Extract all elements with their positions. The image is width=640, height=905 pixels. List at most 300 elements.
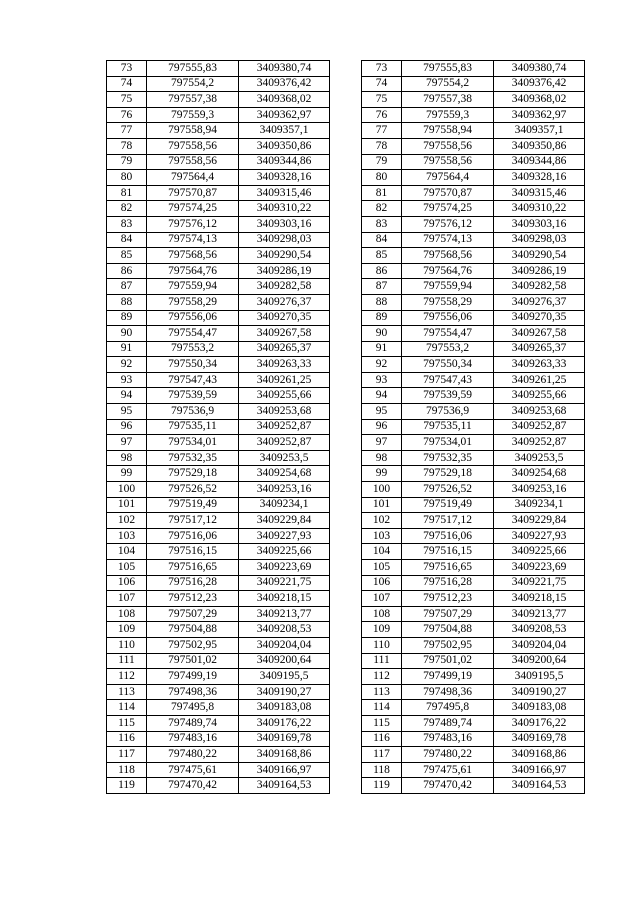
y-coordinate-cell: 3409298,03	[494, 232, 585, 248]
x-coordinate-cell: 797504,88	[402, 622, 494, 638]
x-coordinate-cell: 797534,01	[402, 435, 494, 451]
table-row	[362, 560, 585, 576]
point-number-cell: 106	[107, 575, 147, 591]
x-coordinate-cell: 797495,8	[147, 700, 239, 716]
point-number-cell: 84	[107, 232, 147, 248]
table-row	[107, 435, 330, 451]
y-coordinate-cell: 3409310,22	[494, 201, 585, 217]
x-coordinate-cell: 797519,49	[147, 497, 239, 513]
point-number-cell: 89	[107, 310, 147, 326]
y-coordinate-cell: 3409255,66	[239, 388, 330, 404]
y-coordinate-cell: 3409286,19	[494, 263, 585, 279]
point-number-cell: 118	[107, 762, 147, 778]
x-coordinate-cell: 797532,35	[147, 450, 239, 466]
y-coordinate-cell: 3409357,1	[239, 123, 330, 139]
point-number-cell: 88	[362, 294, 402, 310]
y-coordinate-cell: 3409255,66	[494, 388, 585, 404]
y-coordinate-cell: 3409315,46	[494, 185, 585, 201]
point-number-cell: 92	[362, 357, 402, 373]
table-row	[362, 466, 585, 482]
x-coordinate-cell: 797526,52	[402, 482, 494, 498]
table-row	[362, 591, 585, 607]
y-coordinate-cell: 3409328,16	[239, 170, 330, 186]
table-row	[362, 388, 585, 404]
point-number-cell: 74	[362, 76, 402, 92]
table-row	[362, 482, 585, 498]
x-coordinate-cell: 797470,42	[147, 778, 239, 794]
y-coordinate-cell: 3409282,58	[239, 279, 330, 295]
table-row	[362, 606, 585, 622]
table-row	[362, 201, 585, 217]
point-number-cell: 108	[107, 606, 147, 622]
x-coordinate-cell: 797517,12	[402, 513, 494, 529]
table-row	[362, 762, 585, 778]
y-coordinate-cell: 3409290,54	[239, 248, 330, 264]
point-number-cell: 109	[107, 622, 147, 638]
x-coordinate-cell: 797568,56	[147, 248, 239, 264]
x-coordinate-cell: 797558,94	[402, 123, 494, 139]
point-number-cell: 75	[362, 92, 402, 108]
table-row	[107, 575, 330, 591]
point-number-cell: 83	[362, 216, 402, 232]
point-number-cell: 109	[362, 622, 402, 638]
point-number-cell: 97	[107, 435, 147, 451]
table-row	[107, 357, 330, 373]
point-number-cell: 116	[107, 731, 147, 747]
y-coordinate-cell: 3409221,75	[494, 575, 585, 591]
x-coordinate-cell: 797539,59	[402, 388, 494, 404]
point-number-cell: 78	[107, 138, 147, 154]
table-row	[107, 61, 330, 77]
x-coordinate-cell: 797516,06	[147, 528, 239, 544]
x-coordinate-cell: 797550,34	[402, 357, 494, 373]
point-number-cell: 91	[107, 341, 147, 357]
x-coordinate-cell: 797516,15	[147, 544, 239, 560]
y-coordinate-cell: 3409253,5	[494, 450, 585, 466]
x-coordinate-cell: 797517,12	[147, 513, 239, 529]
table-row	[362, 310, 585, 326]
point-number-cell: 101	[107, 497, 147, 513]
point-number-cell: 111	[107, 653, 147, 669]
table-row	[107, 341, 330, 357]
y-coordinate-cell: 3409254,68	[239, 466, 330, 482]
x-coordinate-cell: 797516,06	[402, 528, 494, 544]
table-row	[362, 653, 585, 669]
table-row	[362, 435, 585, 451]
x-coordinate-cell: 797516,65	[147, 560, 239, 576]
x-coordinate-cell: 797553,2	[147, 341, 239, 357]
table-row	[362, 684, 585, 700]
point-number-cell: 95	[362, 404, 402, 420]
x-coordinate-cell: 797512,23	[402, 591, 494, 607]
point-number-cell: 110	[107, 637, 147, 653]
y-coordinate-cell: 3409298,03	[239, 232, 330, 248]
point-number-cell: 105	[107, 560, 147, 576]
table-row	[107, 294, 330, 310]
point-number-cell: 104	[362, 544, 402, 560]
point-number-cell: 86	[362, 263, 402, 279]
point-number-cell: 94	[107, 388, 147, 404]
x-coordinate-cell: 797558,56	[147, 154, 239, 170]
x-coordinate-cell: 797554,2	[147, 76, 239, 92]
table-row	[107, 201, 330, 217]
y-coordinate-cell: 3409376,42	[494, 76, 585, 92]
table-row	[362, 528, 585, 544]
x-coordinate-cell: 797559,3	[147, 107, 239, 123]
table-row	[107, 388, 330, 404]
x-coordinate-cell: 797489,74	[402, 715, 494, 731]
point-number-cell: 114	[107, 700, 147, 716]
x-coordinate-cell: 797559,94	[147, 279, 239, 295]
table-row	[362, 778, 585, 794]
table-row	[362, 715, 585, 731]
table-row	[362, 294, 585, 310]
x-coordinate-cell: 797480,22	[402, 747, 494, 763]
point-number-cell: 104	[107, 544, 147, 560]
x-coordinate-cell: 797535,11	[402, 419, 494, 435]
y-coordinate-cell: 3409168,86	[494, 747, 585, 763]
y-coordinate-cell: 3409223,69	[239, 560, 330, 576]
y-coordinate-cell: 3409328,16	[494, 170, 585, 186]
y-coordinate-cell: 3409368,02	[494, 92, 585, 108]
point-number-cell: 87	[362, 279, 402, 295]
x-coordinate-cell: 797557,38	[147, 92, 239, 108]
table-row	[362, 622, 585, 638]
x-coordinate-cell: 797516,28	[402, 575, 494, 591]
point-number-cell: 119	[362, 778, 402, 794]
point-number-cell: 103	[107, 528, 147, 544]
y-coordinate-cell: 3409350,86	[239, 138, 330, 154]
table-row	[362, 372, 585, 388]
x-coordinate-cell: 797501,02	[147, 653, 239, 669]
table-row	[362, 107, 585, 123]
table-row	[362, 154, 585, 170]
point-number-cell: 98	[362, 450, 402, 466]
x-coordinate-cell: 797558,56	[402, 138, 494, 154]
y-coordinate-cell: 3409168,86	[239, 747, 330, 763]
y-coordinate-cell: 3409252,87	[239, 435, 330, 451]
y-coordinate-cell: 3409380,74	[239, 61, 330, 77]
x-coordinate-cell: 797554,2	[402, 76, 494, 92]
point-number-cell: 116	[362, 731, 402, 747]
table-row	[107, 279, 330, 295]
y-coordinate-cell: 3409286,19	[239, 263, 330, 279]
y-coordinate-cell: 3409253,68	[494, 404, 585, 420]
table-row	[107, 107, 330, 123]
y-coordinate-cell: 3409380,74	[494, 61, 585, 77]
y-coordinate-cell: 3409282,58	[494, 279, 585, 295]
table-row	[107, 92, 330, 108]
x-coordinate-cell: 797554,47	[147, 326, 239, 342]
x-coordinate-cell: 797564,4	[402, 170, 494, 186]
x-coordinate-cell: 797504,88	[147, 622, 239, 638]
table-row	[362, 279, 585, 295]
x-coordinate-cell: 797559,3	[402, 107, 494, 123]
x-coordinate-cell: 797559,94	[402, 279, 494, 295]
x-coordinate-cell: 797532,35	[402, 450, 494, 466]
y-coordinate-cell: 3409223,69	[494, 560, 585, 576]
x-coordinate-cell: 797535,11	[147, 419, 239, 435]
table-row	[107, 684, 330, 700]
y-coordinate-cell: 3409169,78	[239, 731, 330, 747]
y-coordinate-cell: 3409234,1	[239, 497, 330, 513]
point-number-cell: 98	[107, 450, 147, 466]
x-coordinate-cell: 797498,36	[147, 684, 239, 700]
x-coordinate-cell: 797502,95	[402, 637, 494, 653]
point-number-cell: 99	[362, 466, 402, 482]
y-coordinate-cell: 3409190,27	[239, 684, 330, 700]
point-number-cell: 90	[362, 326, 402, 342]
table-row	[362, 669, 585, 685]
x-coordinate-cell: 797564,4	[147, 170, 239, 186]
y-coordinate-cell: 3409253,68	[239, 404, 330, 420]
x-coordinate-cell: 797501,02	[402, 653, 494, 669]
table-row	[107, 622, 330, 638]
point-number-cell: 114	[362, 700, 402, 716]
y-coordinate-cell: 3409213,77	[239, 606, 330, 622]
x-coordinate-cell: 797570,87	[147, 185, 239, 201]
y-coordinate-cell: 3409213,77	[494, 606, 585, 622]
table-row	[107, 747, 330, 763]
x-coordinate-cell: 797536,9	[147, 404, 239, 420]
table-row	[107, 123, 330, 139]
x-coordinate-cell: 797516,15	[402, 544, 494, 560]
point-number-cell: 94	[362, 388, 402, 404]
point-number-cell: 73	[362, 61, 402, 77]
x-coordinate-cell: 797534,01	[147, 435, 239, 451]
y-coordinate-cell: 3409166,97	[494, 762, 585, 778]
y-coordinate-cell: 3409267,58	[239, 326, 330, 342]
y-coordinate-cell: 3409252,87	[494, 419, 585, 435]
coordinates-table-right-body	[362, 61, 585, 794]
x-coordinate-cell: 797516,28	[147, 575, 239, 591]
point-number-cell: 75	[107, 92, 147, 108]
y-coordinate-cell: 3409190,27	[494, 684, 585, 700]
table-row	[362, 123, 585, 139]
coordinates-table-left-body	[107, 61, 330, 794]
point-number-cell: 99	[107, 466, 147, 482]
y-coordinate-cell: 3409234,1	[494, 497, 585, 513]
y-coordinate-cell: 3409204,04	[239, 637, 330, 653]
table-row	[107, 606, 330, 622]
x-coordinate-cell: 797568,56	[402, 248, 494, 264]
point-number-cell: 77	[107, 123, 147, 139]
y-coordinate-cell: 3409265,37	[239, 341, 330, 357]
y-coordinate-cell: 3409263,33	[494, 357, 585, 373]
table-row	[362, 575, 585, 591]
y-coordinate-cell: 3409169,78	[494, 731, 585, 747]
point-number-cell: 90	[107, 326, 147, 342]
table-row	[362, 92, 585, 108]
x-coordinate-cell: 797495,8	[402, 700, 494, 716]
table-row	[107, 263, 330, 279]
y-coordinate-cell: 3409261,25	[239, 372, 330, 388]
x-coordinate-cell: 797516,65	[402, 560, 494, 576]
point-number-cell: 106	[362, 575, 402, 591]
x-coordinate-cell: 797547,43	[402, 372, 494, 388]
point-number-cell: 93	[362, 372, 402, 388]
point-number-cell: 115	[362, 715, 402, 731]
table-row	[107, 778, 330, 794]
table-row	[362, 637, 585, 653]
y-coordinate-cell: 3409253,16	[239, 482, 330, 498]
coordinates-table-right	[361, 60, 585, 794]
x-coordinate-cell: 797576,12	[402, 216, 494, 232]
x-coordinate-cell: 797574,13	[402, 232, 494, 248]
y-coordinate-cell: 3409183,08	[239, 700, 330, 716]
y-coordinate-cell: 3409227,93	[239, 528, 330, 544]
x-coordinate-cell: 797483,16	[402, 731, 494, 747]
table-row	[107, 216, 330, 232]
y-coordinate-cell: 3409362,97	[239, 107, 330, 123]
y-coordinate-cell: 3409368,02	[239, 92, 330, 108]
y-coordinate-cell: 3409208,53	[494, 622, 585, 638]
table-row	[362, 731, 585, 747]
x-coordinate-cell: 797547,43	[147, 372, 239, 388]
point-number-cell: 118	[362, 762, 402, 778]
y-coordinate-cell: 3409164,53	[494, 778, 585, 794]
table-row	[107, 482, 330, 498]
y-coordinate-cell: 3409350,86	[494, 138, 585, 154]
x-coordinate-cell: 797574,25	[147, 201, 239, 217]
x-coordinate-cell: 797507,29	[147, 606, 239, 622]
x-coordinate-cell: 797498,36	[402, 684, 494, 700]
y-coordinate-cell: 3409265,37	[494, 341, 585, 357]
table-row	[362, 216, 585, 232]
point-number-cell: 83	[107, 216, 147, 232]
y-coordinate-cell: 3409357,1	[494, 123, 585, 139]
table-row	[107, 544, 330, 560]
point-number-cell: 96	[362, 419, 402, 435]
table-row	[107, 138, 330, 154]
y-coordinate-cell: 3409252,87	[239, 419, 330, 435]
table-row	[362, 61, 585, 77]
x-coordinate-cell: 797557,38	[402, 92, 494, 108]
point-number-cell: 97	[362, 435, 402, 451]
x-coordinate-cell: 797570,87	[402, 185, 494, 201]
point-number-cell: 76	[362, 107, 402, 123]
table-row	[107, 591, 330, 607]
table-row	[362, 170, 585, 186]
y-coordinate-cell: 3409176,22	[494, 715, 585, 731]
y-coordinate-cell: 3409270,35	[494, 310, 585, 326]
x-coordinate-cell: 797480,22	[147, 747, 239, 763]
point-number-cell: 73	[107, 61, 147, 77]
point-number-cell: 88	[107, 294, 147, 310]
point-number-cell: 89	[362, 310, 402, 326]
y-coordinate-cell: 3409253,5	[239, 450, 330, 466]
y-coordinate-cell: 3409225,66	[239, 544, 330, 560]
y-coordinate-cell: 3409344,86	[494, 154, 585, 170]
table-row	[362, 497, 585, 513]
y-coordinate-cell: 3409166,97	[239, 762, 330, 778]
y-coordinate-cell: 3409221,75	[239, 575, 330, 591]
y-coordinate-cell: 3409344,86	[239, 154, 330, 170]
table-row	[107, 715, 330, 731]
y-coordinate-cell: 3409303,16	[494, 216, 585, 232]
table-row	[362, 747, 585, 763]
y-coordinate-cell: 3409229,84	[239, 513, 330, 529]
point-number-cell: 80	[107, 170, 147, 186]
point-number-cell: 112	[362, 669, 402, 685]
x-coordinate-cell: 797556,06	[147, 310, 239, 326]
y-coordinate-cell: 3409303,16	[239, 216, 330, 232]
x-coordinate-cell: 797576,12	[147, 216, 239, 232]
point-number-cell: 105	[362, 560, 402, 576]
table-row	[107, 154, 330, 170]
table-row	[362, 138, 585, 154]
point-number-cell: 102	[362, 513, 402, 529]
y-coordinate-cell: 3409183,08	[494, 700, 585, 716]
x-coordinate-cell: 797499,19	[147, 669, 239, 685]
x-coordinate-cell: 797475,61	[147, 762, 239, 778]
point-number-cell: 81	[107, 185, 147, 201]
table-row	[107, 466, 330, 482]
y-coordinate-cell: 3409218,15	[239, 591, 330, 607]
table-row	[107, 653, 330, 669]
table-row	[107, 404, 330, 420]
x-coordinate-cell: 797554,47	[402, 326, 494, 342]
point-number-cell: 102	[107, 513, 147, 529]
x-coordinate-cell: 797553,2	[402, 341, 494, 357]
y-coordinate-cell: 3409208,53	[239, 622, 330, 638]
y-coordinate-cell: 3409276,37	[239, 294, 330, 310]
point-number-cell: 77	[362, 123, 402, 139]
point-number-cell: 110	[362, 637, 402, 653]
x-coordinate-cell: 797470,42	[402, 778, 494, 794]
y-coordinate-cell: 3409218,15	[494, 591, 585, 607]
x-coordinate-cell: 797536,9	[402, 404, 494, 420]
table-row	[362, 450, 585, 466]
x-coordinate-cell: 797558,29	[147, 294, 239, 310]
table-row	[107, 513, 330, 529]
y-coordinate-cell: 3409176,22	[239, 715, 330, 731]
table-row	[362, 357, 585, 373]
x-coordinate-cell: 797558,29	[402, 294, 494, 310]
y-coordinate-cell: 3409200,64	[239, 653, 330, 669]
point-number-cell: 79	[362, 154, 402, 170]
point-number-cell: 117	[362, 747, 402, 763]
y-coordinate-cell: 3409200,64	[494, 653, 585, 669]
y-coordinate-cell: 3409195,5	[494, 669, 585, 685]
table-row	[362, 76, 585, 92]
table-row	[107, 731, 330, 747]
point-number-cell: 95	[107, 404, 147, 420]
y-coordinate-cell: 3409315,46	[239, 185, 330, 201]
x-coordinate-cell: 797558,94	[147, 123, 239, 139]
y-coordinate-cell: 3409229,84	[494, 513, 585, 529]
x-coordinate-cell: 797519,49	[402, 497, 494, 513]
table-row	[107, 560, 330, 576]
point-number-cell: 96	[107, 419, 147, 435]
table-row	[107, 310, 330, 326]
table-row	[107, 76, 330, 92]
table-row	[107, 232, 330, 248]
table-row	[362, 232, 585, 248]
y-coordinate-cell: 3409204,04	[494, 637, 585, 653]
point-number-cell: 87	[107, 279, 147, 295]
point-number-cell: 113	[362, 684, 402, 700]
point-number-cell: 85	[362, 248, 402, 264]
x-coordinate-cell: 797502,95	[147, 637, 239, 653]
x-coordinate-cell: 797558,56	[402, 154, 494, 170]
coordinates-table-left	[106, 60, 330, 794]
y-coordinate-cell: 3409263,33	[239, 357, 330, 373]
table-row	[362, 513, 585, 529]
point-number-cell: 115	[107, 715, 147, 731]
table-row	[107, 419, 330, 435]
point-number-cell: 111	[362, 653, 402, 669]
